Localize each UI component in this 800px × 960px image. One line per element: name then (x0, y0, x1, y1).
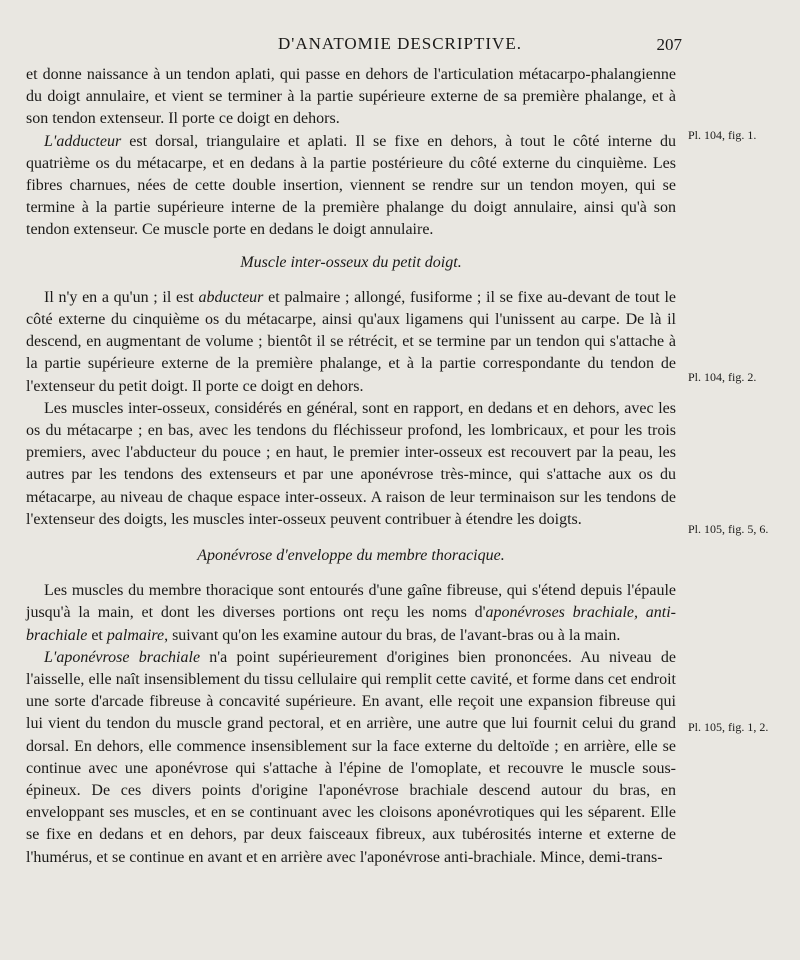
main-text (26, 64, 676, 869)
paragraph-3-part-b: et palmaire ; allongé, fusiforme ; il se fixe au-devant de tout le côté externe du cinquième os du métacarpe, ainsi qu'aux ligamens qui l'unissent au carpe. De là il descend, en augmentant de volume ; bientôt il se rétrécit, et se termine par un tendon qui s'attache à la partie supérieure externe de la première phalange, et à la partie correspondante du tendon de l'extenseur du petit doigt. Il porte ce doigt en dehors. (26, 288, 676, 395)
margin-note-plate-105-fig-5-6: Pl. 105, fig. 5, 6. (688, 522, 769, 536)
paragraph-inter-osseux-general: Les muscles inter-osseux, considérés en général, sont en rapport, en dedans et en dehors, avec les os du métacarpe ; en bas, avec les tendons du fléchisseur profond, les lombricaux, et pour les trois premiers, avec l'abducteur du pouce ; en haut, le premier inter-osseux est recouvert par la peau, les autres par les tendons des extenseurs et par une aponévrose très-mince, qui s'attache aux os du métacarpe, au niveau de chaque espace inter-osseux. A raison de leur terminaison sur les tendons de l'extenseur des doigts, les muscles inter-osseux peuvent contribuer à étendre les doigts. (26, 399, 676, 528)
term-palmaire: palmaire (106, 626, 165, 644)
paragraph-5-part-a: Les muscles du membre thoracique sont entourés d'une gaîne fibreuse, qui s'étend depuis l'épaule jusqu'à la main, et dont les diverses portions ont reçu les noms d' (26, 582, 676, 622)
term-adducteur: L'adducteur (44, 132, 122, 150)
paragraph-aponevrose-intro (26, 580, 676, 647)
paragraph-adducteur (26, 131, 676, 242)
paragraph-3-part-a: Il n'y en a qu'un ; il est (44, 288, 199, 306)
paragraph-6-text: n'a point supérieurement d'origines bien prononcées. Au niveau de l'aisselle, elle naît insensiblement du tissu cellulaire qui remplit cette cavité, et forme dans cet endroit une sorte d'arcade fibreuse à concavité supérieure. En avant, elle reçoit une expansion fibreuse qui lui vient du tendon du muscle grand pectoral, et en arrière, une autre que lui fournit celui du grand dorsal. En dehors, elle commence insensiblement sur la face externe du deltoïde ; en arrière, elle se continue avec une aponévrose qui s'attache à l'épine de l'omoplate, et recouvre le muscle sous-épineux. De ces divers points d'origine l'aponévrose brachiale descend autour du bras, en enveloppant ses muscles, et en se continuant avec les cloisons aponévrotiques qui les séparent. Elle se fixe en dedans et en dehors, par deux faisceaux fibreux, aux tubérosités interne et externe de l'humérus, et se continue en avant et en arrière avec l'aponévrose anti-brachiale. Mince, demi-trans- (26, 648, 676, 866)
paragraph-aponevrose-brachiale (26, 647, 676, 869)
section-heading-aponevrose: Aponévrose d'enveloppe du membre thoracique. (197, 547, 505, 565)
margin-note-plate-104-fig-2: Pl. 104, fig. 2. (688, 370, 757, 384)
page-header (0, 34, 800, 60)
margin-note-plate-104-fig-1: Pl. 104, fig. 1. (688, 128, 757, 142)
term-aponevrose-brachiale: L'aponévrose brachiale (44, 648, 201, 666)
paragraph-1: et donne naissance à un tendon aplati, qui passe en dehors de l'articulation métacarpo-phalangienne du doigt annulaire, et vient se terminer à la partie supérieure externe de sa première phalange, et à son tendon extenseur. Il porte ce doigt en dehors. (26, 66, 676, 128)
page-number: 207 (656, 35, 682, 54)
term-aponevroses-brachiale: aponévroses brachiale, anti-brachiale (26, 604, 677, 644)
paragraph-5-part-c: , suivant qu'on les examine autour du bras, de l'avant-bras ou à la main. (164, 626, 621, 644)
running-title: D'ANATOMIE DESCRIPTIVE. (278, 34, 522, 53)
margin-note-plate-105-fig-1-2: Pl. 105, fig. 1, 2. (688, 720, 769, 734)
paragraph-5-part-b: et (87, 626, 107, 644)
paragraph-adducteur-text: est dorsal, triangulaire et aplati. Il se fixe en dehors, à tout le côté interne du quatrième os du métacarpe, et en dedans à la partie postérieure du côté externe du cinquième. Les fibres charnues, nées de cette double insertion, viennent se rendre sur un tendon moyen, qui se termine à la partie supérieure interne de la première phalange du doigt annulaire, ainsi qu'à son tendon extenseur. Ce muscle porte en dedans le doigt annulaire. (26, 132, 676, 239)
paragraph-inter-osseux-petit-doigt (26, 287, 676, 398)
section-heading-muscle-inter-osseux: Muscle inter-osseux du petit doigt. (240, 253, 462, 271)
term-abducteur: abducteur (198, 288, 264, 306)
